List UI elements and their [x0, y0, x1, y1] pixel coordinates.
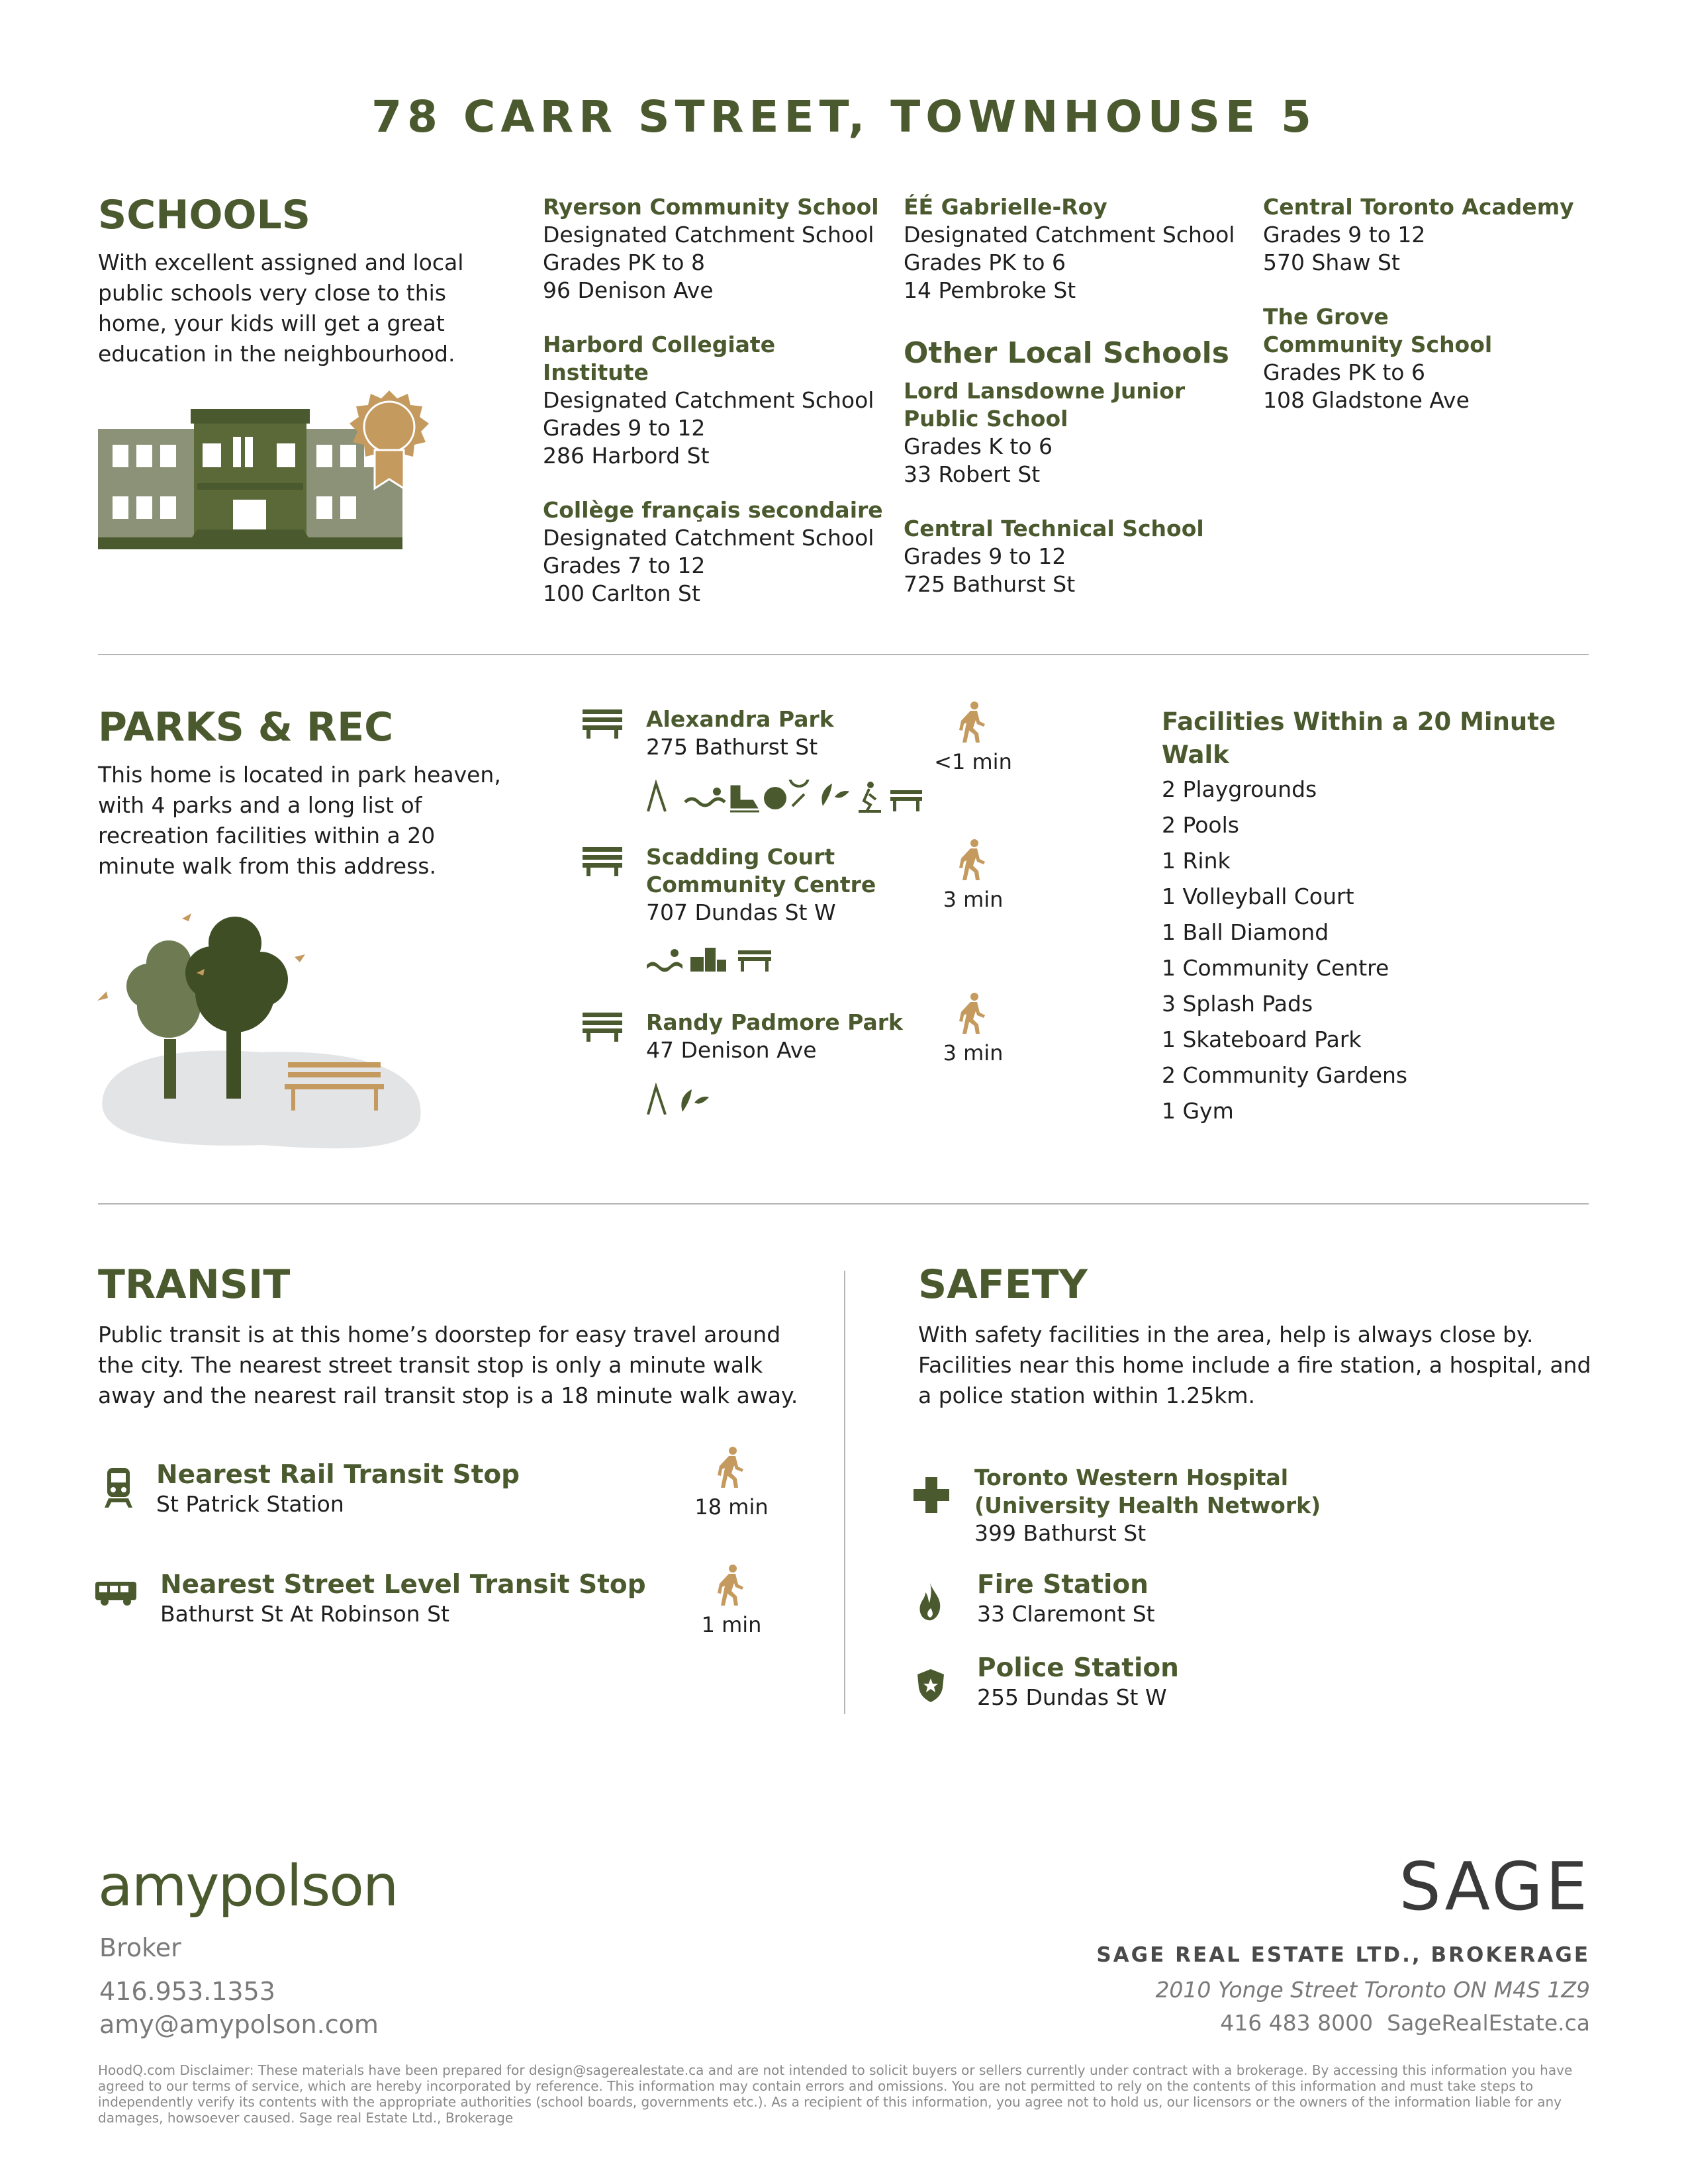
school-column-2: [904, 193, 1248, 598]
school-address: 286 Harbord St: [543, 443, 710, 469]
hospital-name-line2: (University Health Network): [974, 1492, 1321, 1518]
park-address: 275 Bathurst St: [646, 734, 818, 760]
facility-item: 1 Gym: [1162, 1098, 1234, 1124]
divider: [98, 654, 1589, 655]
brokerage-phone[interactable]: 416 483 8000: [1220, 2010, 1374, 2036]
safety-heading: SAFETY: [918, 1261, 1088, 1308]
agent-email[interactable]: amy@amypolson.com: [99, 2010, 379, 2039]
pool-icon: [685, 799, 725, 805]
school-entry: [543, 193, 887, 304]
park-name-line2: Community Centre: [646, 872, 876, 897]
facility-icons-row: [645, 780, 943, 814]
street-label: Nearest Street Level Transit Stop: [160, 1570, 646, 1600]
school-type: Designated Catchment School: [543, 525, 874, 551]
page-title: 78 CARR STREET, TOWNHOUSE 5: [371, 91, 1317, 142]
park-name: Alexandra Park: [646, 706, 834, 732]
facility-item: 1 Volleyball Court: [1162, 884, 1354, 909]
school-grades: Grades 7 to 12: [543, 553, 706, 578]
agent-logo: amypolson: [98, 1853, 398, 1919]
walk-time: [907, 993, 1039, 1066]
splash-pad-icon: [821, 784, 849, 806]
brokerage-website[interactable]: SageRealEstate.ca: [1387, 2010, 1590, 2036]
volleyball-icon: [764, 787, 786, 809]
police-station-name: Police Station: [977, 1653, 1179, 1683]
school-grades: Grades 9 to 12: [904, 543, 1066, 569]
hospital: [974, 1464, 1570, 1547]
school-name: Ryerson Community School: [543, 194, 879, 220]
school-address: 100 Carlton St: [543, 580, 700, 606]
school-name-line2: Community School: [1263, 332, 1493, 357]
school-type: Designated Catchment School: [543, 387, 874, 413]
street-stop-name: Bathurst St At Robinson St: [160, 1601, 449, 1627]
school-grades: Grades PK to 8: [543, 250, 705, 275]
agent-title: Broker: [99, 1933, 181, 1962]
playground-icon: [648, 1087, 665, 1115]
school-address: 108 Gladstone Ave: [1263, 387, 1470, 413]
facility-item: 1 Community Centre: [1162, 955, 1389, 981]
facility-item: 1 Skateboard Park: [1162, 1026, 1362, 1052]
school-type: Designated Catchment School: [904, 222, 1235, 248]
walking-person-icon: [717, 1565, 746, 1607]
walking-person-icon: [959, 702, 988, 744]
pool-icon: [647, 962, 682, 972]
hospital-cross-icon: [914, 1477, 949, 1513]
divider: [98, 1203, 1589, 1205]
school-name: Collège français secondaire: [543, 497, 883, 523]
parks-description: This home is located in park heaven, with 4 parks and a long list of recreation facilities within a 20 minute walk from this address.: [98, 762, 501, 879]
facilities-heading: Facilities Within a 20 Minute Walk: [1162, 707, 1556, 769]
safety-description: With safety facilities in the area, help is always close by. Facilities near this home include a fire station, a hospital, and a police station within 1.25km.: [918, 1322, 1591, 1408]
schools-heading: SCHOOLS: [98, 192, 310, 238]
bus-icon: [95, 1580, 136, 1607]
school-address: 96 Denison Ave: [543, 277, 714, 303]
school-address: 14 Pembroke St: [904, 277, 1076, 303]
walking-person-icon: [717, 1447, 746, 1489]
street-transit-stop: [160, 1570, 690, 1628]
fire-station-address: 33 Claremont St: [977, 1601, 1155, 1627]
splash-pad-icon: [681, 1089, 709, 1112]
school-grades: Grades K to 6: [904, 433, 1053, 459]
brokerage-logo: SAGE: [1399, 1848, 1590, 1925]
school-address: 570 Shaw St: [1263, 250, 1400, 275]
police-badge-icon: [917, 1669, 944, 1702]
facility-item: 2 Playgrounds: [1162, 776, 1317, 802]
park-address: 47 Denison Ave: [646, 1037, 817, 1063]
school-name: Central Toronto Academy: [1263, 194, 1574, 220]
facility-icons-row: [645, 945, 778, 974]
facility-item: 2 Pools: [1162, 812, 1239, 838]
school-name: The Grove: [1263, 304, 1389, 330]
disclaimer: HoodQ.com Disclaimer: These materials have been prepared for design@sagerealestate.ca and are not intended to solicit buyers or sellers currently under contract with a brokerage. By accessing this information you have agreed to our terms of service, which are hereby incorporated by reference. This information may contain errors and omissions. You are not permitted to rely on the contents of this information and must take steps to independently verify its contents with the appropriate authorities (school boards, governments etc.). As a recipient of this information, you agree not to hold us, our licensors or the owners of the information liable for any damages, howsoever caused. Sage real Estate Ltd., Brokerage: [98, 2062, 1573, 2126]
school-name: Lord Lansdowne Junior: [904, 378, 1186, 404]
walk-time-label: 18 min: [694, 1494, 769, 1520]
bench-icon: [583, 1013, 622, 1042]
skate-icon: [730, 786, 759, 811]
rail-transit-stop: [156, 1460, 686, 1518]
ball-diamond-icon: [790, 780, 808, 806]
community-centre-icon: [690, 948, 726, 972]
school-entry: [543, 331, 887, 470]
vertical-divider: [844, 1271, 845, 1714]
walk-time-label: <1 min: [934, 749, 1012, 774]
park-trees-icon: [96, 907, 427, 1158]
school-name-line2: Public School: [904, 406, 1068, 432]
school-entry: [904, 515, 1248, 598]
bench-icon: [583, 709, 622, 739]
walking-person-icon: [959, 839, 988, 882]
park-name: Randy Padmore Park: [646, 1009, 903, 1035]
school-name: ÉÉ Gabrielle-Roy: [904, 194, 1107, 220]
school-name: Central Technical School: [904, 516, 1204, 541]
facility-icons-row: [645, 1083, 718, 1117]
school-entry: [904, 193, 1248, 304]
skateboard-icon: [859, 789, 881, 811]
school-column-3: [1263, 193, 1607, 414]
transit-description: Public transit is at this home’s doorstep for easy travel around the city. The nearest street transit stop is only a minute walk away and the nearest rail transit stop is a 18 minute walk away.: [98, 1322, 798, 1408]
playground-icon: [648, 784, 665, 811]
facility-item: 1 Ball Diamond: [1162, 919, 1329, 945]
school-grades: Grades 9 to 12: [543, 415, 706, 441]
walk-time-label: 3 min: [943, 887, 1004, 912]
walk-time-label: 1 min: [701, 1612, 762, 1637]
police-station: [977, 1653, 1573, 1711]
rail-stop-name: St Patrick Station: [156, 1491, 344, 1517]
walk-time: [665, 1565, 798, 1637]
facility-item: 2 Community Gardens: [1162, 1062, 1408, 1088]
school-address: 33 Robert St: [904, 461, 1041, 487]
school-entry: [904, 377, 1248, 488]
school-address: 725 Bathurst St: [904, 571, 1076, 597]
parks-heading: PARKS & REC: [98, 704, 394, 751]
walk-time: [907, 839, 1039, 912]
school-entry: [1263, 193, 1607, 277]
rail-label: Nearest Rail Transit Stop: [156, 1460, 520, 1490]
walk-time-label: 3 min: [943, 1040, 1004, 1066]
school-building-icon: [98, 390, 436, 556]
facilities-list: [1162, 705, 1599, 1129]
brokerage-name: SAGE REAL ESTATE LTD., BROKERAGE: [1096, 1943, 1590, 1967]
walking-person-icon: [959, 993, 988, 1035]
school-grades: Grades PK to 6: [1263, 359, 1425, 385]
fire-icon: [919, 1583, 941, 1621]
walk-time: [907, 702, 1039, 774]
brokerage-address: 2010 Yonge Street Toronto ON M4S 1Z9: [1155, 1977, 1590, 2003]
bench-icon: [583, 847, 622, 876]
fire-station-name: Fire Station: [977, 1570, 1149, 1600]
walk-time: [665, 1447, 798, 1520]
schools-description: With excellent assigned and local public schools very close to this home, your kids will get a great education in the neighbourhood.: [98, 250, 464, 367]
brokerage-contact: [1220, 2007, 1590, 2040]
park-address: 707 Dundas St W: [646, 899, 836, 925]
school-type: Designated Catchment School: [543, 222, 874, 248]
train-icon: [103, 1468, 134, 1508]
hospital-address: 399 Bathurst St: [974, 1520, 1147, 1546]
hospital-name: Toronto Western Hospital: [974, 1465, 1289, 1490]
facility-item: 3 Splash Pads: [1162, 991, 1313, 1017]
school-entry: [1263, 303, 1607, 414]
bench-icon: [738, 950, 771, 972]
school-name: Harbord Collegiate Institute: [543, 332, 776, 385]
school-entry: [543, 496, 887, 608]
school-grades: Grades 9 to 12: [1263, 222, 1426, 248]
police-station-address: 255 Dundas St W: [977, 1684, 1167, 1710]
other-schools-heading: Other Local Schools: [904, 336, 1229, 370]
agent-phone[interactable]: 416.953.1353: [99, 1977, 275, 2006]
fire-station: [977, 1570, 1573, 1628]
transit-heading: TRANSIT: [98, 1261, 291, 1308]
school-grades: Grades PK to 6: [904, 250, 1066, 275]
school-column-1: [543, 193, 887, 608]
facility-item: 1 Rink: [1162, 848, 1231, 874]
park-name: Scadding Court: [646, 844, 835, 870]
